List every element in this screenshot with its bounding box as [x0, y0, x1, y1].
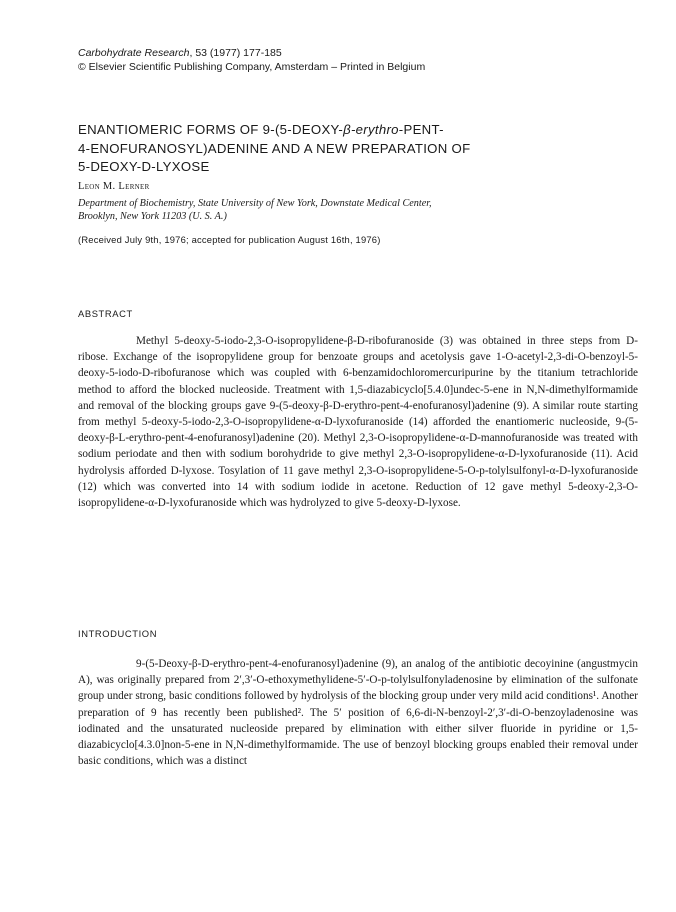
affiliation-line-2: Brooklyn, New York 11203 (U. S. A.)	[78, 211, 227, 222]
article-title	[78, 121, 638, 177]
affiliation	[78, 197, 638, 223]
affiliation-line-1: Department of Biochemistry, State University of New York, Downstate Medical Center,	[78, 198, 432, 209]
title-line-1: ENANTIOMERIC FORMS OF 9-(5-DEOXY-β-erythro-PENT-	[78, 122, 444, 137]
introduction-text: 9-(5-Deoxy-β-D-erythro-pent-4-enofuranosyl)adenine (9), an analog of the antibiotic decoyinine (angustmycin A), was originally prepared from 2′,3′-O-ethoxymethylidene-5′-O-p-tolylsulfonyladenosine by elimination of the sulfonate group under strong, basic conditions followed by hydrolysis of the blocking group under very mild acid conditions¹. Another preparation of 9 has recently been published². The 5′ position of 6,6-di-N-benzoyl-2′,3′-di-O-benzoyladenosine was iodinated and the unsaturated nucleoside prepared by elimination with either silver fluoride in pyridine or 1,5-diazabicyclo[4.3.0]non-5-ene in N,N-dimethylformamide. The use of benzoyl blocking groups enabled their removal under basic conditions, which was a distinct	[78, 658, 638, 768]
title-line-3: 5-DEOXY-D-LYXOSE	[78, 159, 210, 174]
title-line-2: 4-ENOFURANOSYL)ADENINE AND A NEW PREPARATION OF	[78, 140, 471, 156]
author-name: Leon M. Lerner	[78, 181, 150, 192]
publisher-line: © Elsevier Scientific Publishing Company, Amsterdam – Printed in Belgium	[78, 61, 426, 73]
abstract-text: Methyl 5-deoxy-5-iodo-2,3-O-isopropylidene-β-D-ribofuranoside (3) was obtained in three steps from D-ribose. Exchange of the isopropylidene group for benzoate groups and acetolysis gave 1-O-acetyl-2,3-di-O-benzoyl-5-deoxy-5-iodo-D-ribofuranose which was coupled with 6-benzamidochloromercuripurine by the titanium tetrachloride method to afford the blocked nucleoside. Treatment with 1,5-diazabicyclo[5.4.0]undec-5-ene in N,N-dimethylformamide and removal of the blocking groups gave 9-(5-deoxy-β-D-erythro-pent-4-enofuranosyl)adenine (9). A similar route starting from methyl 5-deoxy-5-iodo-2,3-O-isopropylidene-α-D-lyxofuranoside (14) afforded the enantiomeric nucleoside, 9-(5-deoxy-β-L-erythro-pent-4-enofuranosyl)adenine (20). Methyl 2,3-O-isopropylidene-α-D-mannofuranoside was treated with sodium periodate and then with sodium borohydride to give methyl 2,3-O-isopropylidene-α-D-lyxofuranoside (11). Acid hydrolysis afforded D-lyxose. Tosylation of 11 gave methyl 2,3-O-isopropylidene-5-O-p-tolylsulfonyl-α-D-lyxofuranoside (12) which was converted into 14 with sodium iodide in acetone. Reduction of 12 gave methyl 5-deoxy-2,3-O-isopropylidene-α-D-lyxofuranoside which was hydrolyzed to give 5-deoxy-D-lyxose.	[78, 335, 638, 510]
received-dates: (Received July 9th, 1976; accepted for publication August 16th, 1976)	[78, 234, 381, 245]
journal-citation	[78, 46, 425, 60]
journal-name: Carbohydrate Research	[78, 47, 190, 59]
journal-volume: , 53 (1977) 177-185	[189, 47, 282, 59]
journal-header	[78, 46, 425, 74]
introduction-heading: INTRODUCTION	[78, 628, 158, 639]
abstract-heading: ABSTRACT	[78, 308, 133, 319]
